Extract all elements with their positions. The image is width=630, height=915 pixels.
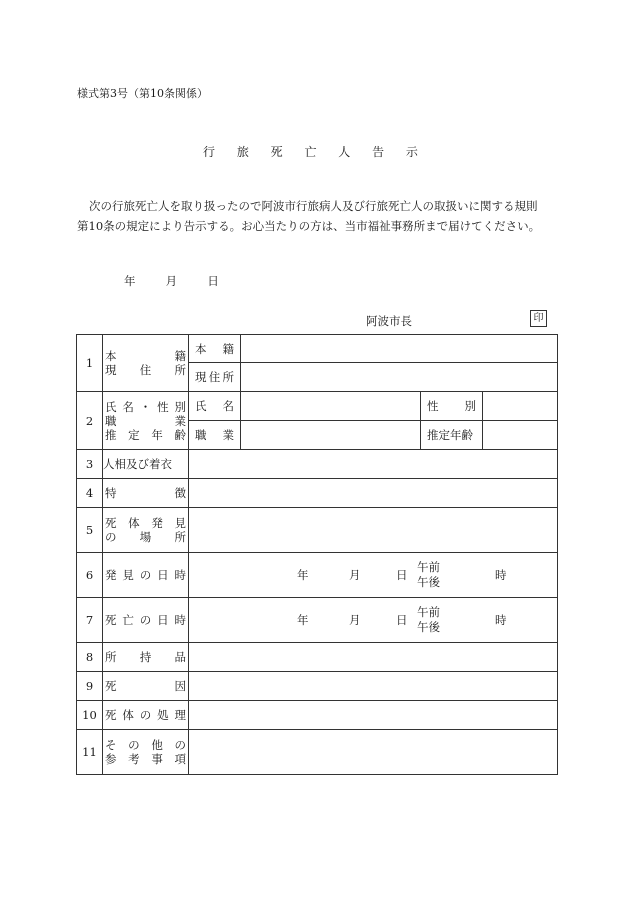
pm-label: 午後 [417, 620, 440, 634]
time-unit-hour: 時 [495, 568, 507, 582]
label-char: の [128, 738, 140, 752]
label-char: 時 [174, 613, 186, 627]
row-number: 9 [77, 672, 103, 701]
sub-label-char: 業 [222, 428, 234, 442]
label-char: 性 [157, 399, 169, 414]
sub-label-cell [189, 392, 241, 421]
label-char: の [174, 738, 186, 752]
row-number: 2 [77, 392, 103, 450]
table-row [77, 598, 558, 643]
label-line [103, 349, 188, 363]
seal-mark: 印 [530, 310, 547, 327]
sub-label-char: 住 [208, 370, 221, 384]
label-line [103, 414, 188, 428]
am-pm-choice [417, 560, 440, 590]
datetime-units [189, 599, 557, 642]
sub-label-char: 名 [222, 399, 234, 413]
label-char: 徴 [174, 486, 186, 500]
row-label [103, 335, 189, 392]
sub-label-cell [189, 421, 241, 450]
label-char: 死 [105, 613, 117, 627]
row-number: 1 [77, 335, 103, 392]
label-char: 亡 [122, 613, 134, 627]
entry-field[interactable] [483, 421, 558, 450]
entry-field[interactable] [189, 701, 558, 730]
label-char: 推 [105, 427, 117, 442]
pm-label: 午後 [417, 575, 440, 589]
label-char: 時 [174, 568, 186, 582]
date-year: 年 [124, 274, 136, 288]
label-char: 場 [139, 530, 152, 544]
label-line [103, 613, 188, 627]
date-day: 日 [207, 274, 219, 288]
label-char: の [105, 530, 117, 544]
row-label [103, 479, 189, 508]
label-char: 死 [105, 516, 117, 530]
label-char: 項 [174, 752, 186, 766]
sub-label-char: 氏 [195, 399, 207, 413]
label-char: 持 [139, 650, 152, 664]
label-line [103, 530, 188, 544]
table-row [77, 672, 558, 701]
label-line [103, 568, 188, 582]
label-line [103, 650, 188, 664]
document-title: 行 旅 死 亡 人 告 示 [203, 145, 427, 159]
sub-label-cell [189, 335, 241, 363]
paragraph-line: 次の行旅死亡人を取り扱ったので阿波市行旅病人及び行旅死亡人の取扱いに関する規則 [89, 199, 538, 213]
table-row [77, 701, 558, 730]
row-label [103, 508, 189, 553]
label-char: の [139, 613, 152, 627]
time-unit-year: 年 [297, 613, 309, 627]
label-char: 所 [105, 650, 117, 664]
label-char: 発 [105, 568, 117, 582]
label-char: 所 [174, 530, 186, 544]
row-label [103, 392, 189, 450]
label-line [103, 516, 188, 530]
label-char: 因 [174, 679, 186, 693]
datetime-field[interactable] [189, 553, 558, 598]
label-char: 死 [105, 708, 117, 722]
label-char: 現 [105, 363, 117, 377]
paragraph-line: 第10条の規定により告示する。お心当たりの方は、当市福祉事務所まで届けてください。 [77, 219, 541, 233]
label-char: 氏 [105, 399, 117, 414]
label-char: 見 [122, 568, 134, 582]
sub-label-cell [189, 363, 241, 392]
row-number: 5 [77, 508, 103, 553]
label-line [103, 400, 188, 414]
datetime-units [189, 554, 557, 597]
row-label [103, 598, 189, 643]
table-row [77, 643, 558, 672]
sub-label-char: 籍 [222, 341, 234, 356]
label-char: 他 [151, 738, 163, 752]
table-row [77, 553, 558, 598]
sub-label-char: 現 [195, 370, 207, 384]
sub-label [189, 427, 240, 443]
label-char: 処 [157, 708, 169, 722]
sub-label [421, 427, 482, 443]
sub-label-char: 性 [427, 399, 439, 413]
label-line [103, 428, 188, 442]
time-unit-month: 月 [349, 613, 361, 627]
entry-field[interactable] [189, 643, 558, 672]
row-number: 6 [77, 553, 103, 598]
label-char: 考 [128, 752, 140, 766]
row-number: 8 [77, 643, 103, 672]
time-unit-day: 日 [396, 568, 408, 582]
label-line [103, 486, 188, 500]
label-char: 齢 [174, 427, 186, 442]
row-label [103, 730, 189, 775]
time-unit-year: 年 [297, 568, 309, 582]
notice-table [76, 334, 558, 775]
table-row [77, 479, 558, 508]
label-char: の [139, 708, 152, 722]
row-label [103, 701, 189, 730]
label-char: 名 [122, 399, 134, 414]
label-char: 事 [151, 752, 163, 766]
table-row [77, 450, 558, 479]
entry-field[interactable] [189, 479, 558, 508]
label-char: 日 [157, 568, 169, 582]
table-row [77, 508, 558, 553]
entry-field[interactable] [241, 335, 558, 363]
entry-field[interactable] [241, 421, 421, 450]
time-unit-day: 日 [396, 613, 408, 627]
row-number: 3 [77, 450, 103, 479]
label-char: 定 [128, 427, 140, 442]
label-char: 死 [105, 679, 117, 693]
entry-field[interactable] [241, 392, 421, 421]
label-line [103, 752, 188, 766]
label-char: 見 [174, 516, 186, 530]
table-row [77, 392, 558, 421]
label-char: ・ [139, 399, 152, 414]
label-char: 所 [174, 363, 186, 377]
sub-label-char: 推定年齢 [427, 428, 473, 442]
form-code: 様式第3号（第10条関係） [77, 87, 208, 100]
time-unit-hour: 時 [495, 613, 507, 627]
sub-label-char: 職 [195, 428, 207, 442]
sub-label-char: 別 [464, 399, 476, 413]
sub-label [189, 398, 240, 414]
notice-paragraph [77, 196, 557, 236]
label-line [103, 738, 188, 752]
time-unit-month: 月 [349, 568, 361, 582]
table-row [77, 335, 558, 363]
entry-field[interactable] [189, 508, 558, 553]
row-label [103, 643, 189, 672]
label-line [103, 679, 188, 693]
am-label: 午前 [417, 560, 440, 574]
row-number: 7 [77, 598, 103, 643]
row-number: 11 [77, 730, 103, 775]
label-char: 品 [174, 650, 186, 664]
label-char: そ [105, 738, 117, 752]
label-char: 籍 [174, 349, 186, 363]
sub-label-char: 本 [195, 341, 207, 356]
label-char: の [139, 568, 152, 582]
entry-field[interactable] [189, 730, 558, 775]
entry-field[interactable] [483, 392, 558, 421]
label-char: 別 [174, 399, 186, 414]
row-label [103, 553, 189, 598]
label-char: 発 [151, 516, 163, 530]
datetime-field[interactable] [189, 598, 558, 643]
entry-field[interactable] [241, 363, 558, 392]
label-line [103, 708, 188, 722]
entry-field[interactable] [189, 672, 558, 701]
row-label: 人相及び着衣 [103, 450, 189, 479]
label-char: 理 [174, 708, 186, 722]
row-label [103, 672, 189, 701]
label-char: 日 [157, 613, 169, 627]
sub-label [189, 341, 240, 357]
am-label: 午前 [417, 605, 440, 619]
label-char: 体 [128, 516, 140, 530]
date-line [124, 273, 219, 289]
mayor-title: 阿波市長 [366, 314, 412, 328]
label-char: 年 [151, 427, 163, 442]
sub-label [189, 369, 240, 385]
label-char: 参 [105, 752, 117, 766]
date-month: 月 [165, 274, 178, 288]
sub-label [421, 398, 482, 414]
sub-label-cell [421, 421, 483, 450]
label-char: 体 [122, 708, 134, 722]
entry-field[interactable] [189, 450, 558, 479]
row-number: 4 [77, 479, 103, 508]
label-char: 特 [105, 486, 117, 500]
label-char: 本 [105, 349, 117, 363]
label-line [103, 363, 188, 377]
table-row [77, 730, 558, 775]
am-pm-choice [417, 605, 440, 635]
row-number: 10 [77, 701, 103, 730]
sub-label-cell [421, 392, 483, 421]
sub-label-char: 所 [222, 370, 234, 384]
label-char: 業 [174, 413, 186, 428]
label-char: 住 [139, 363, 152, 377]
label-char: 職 [105, 413, 117, 428]
